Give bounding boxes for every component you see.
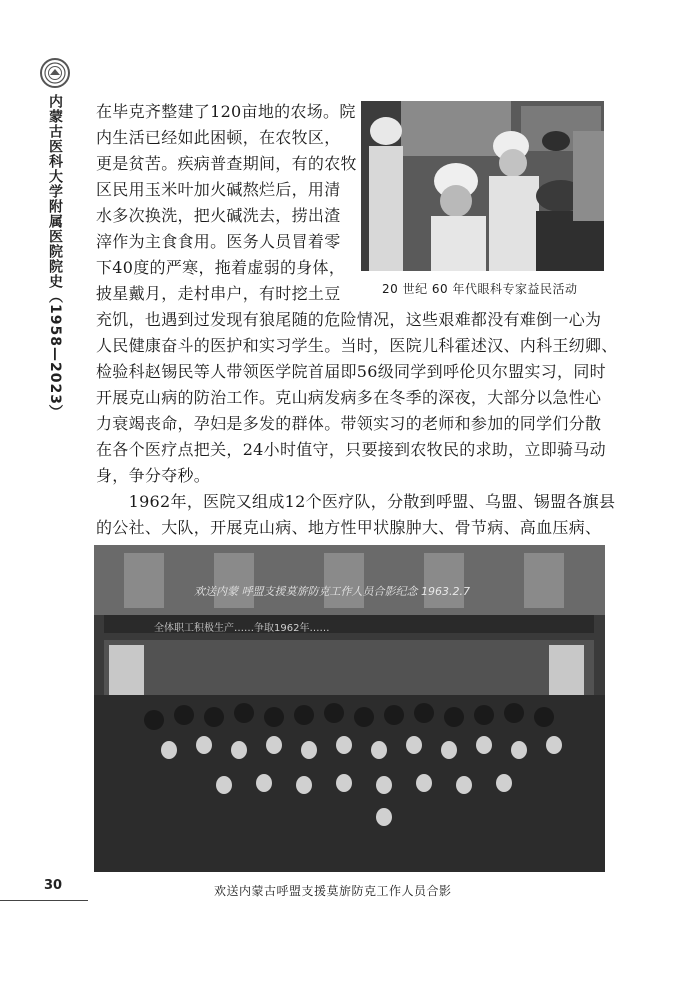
body-line-3: 检验科赵锡民等人带领医学院首届即56级同学到呼伦贝尔盟实习，同时 (96, 362, 606, 381)
photo2-inscription: 欢送内蒙 呼盟支援莫旂防克工作人员合影纪念 1963.2.7 (194, 585, 470, 598)
wrapped-line-1: 在毕克齐整建了120亩地的农场。院 (96, 102, 356, 121)
wrapped-line-7: 下40度的严寒，拖着虚弱的身体， (96, 258, 346, 277)
body-line-2: 人民健康奋斗的医护和实习学生。当时，医院儿科霍述汉、内科王纫卿、 (96, 336, 618, 355)
body-line-9: 的公社、大队，开展克山病、地方性甲状腺肿大、骨节病、高血压病、 (96, 518, 602, 537)
wrapped-line-6: 滓作为主食食用。医务人员冒着零 (96, 232, 341, 251)
page-number: 30 (44, 878, 63, 893)
page-number-rule (0, 900, 88, 901)
wrapped-line-8: 披星戴月，走村串户，有时挖土豆 (96, 284, 341, 303)
wrapped-line-3: 更是贫苦。疾病普查期间，有的农牧 (96, 154, 357, 173)
university-logo-icon (40, 58, 70, 88)
wrapped-line-5: 水多次换洗，把火碱洗去，捞出渣 (96, 206, 341, 225)
body-line-1: 充饥，也遇到过发现有狼尾随的危险情况，这些艰难都没有难倒一心为 (96, 310, 602, 329)
wrapped-line-4: 区民用玉米叶加火碱熬烂后，用清 (96, 180, 341, 199)
body-line-6: 在各个医疗点把关，24小时值守，只要接到农牧民的求助，立即骑马动 (96, 440, 606, 459)
photo2-caption: 欢送内蒙古呼盟支援莫旂防克工作人员合影 (214, 884, 452, 898)
body-line-5: 力衰竭丧命，孕妇是多发的群体。带领实习的老师和参加的同学们分散 (96, 414, 602, 433)
book-title: 内蒙古医科大学附属医院院史（1958—2023） (47, 94, 63, 420)
body-line-8: 1962年，医院又组成12个医疗队，分散到呼盟、乌盟、锡盟各旗县 (96, 492, 616, 511)
group-photo (94, 545, 605, 872)
body-line-7: 身，争分夺秒。 (96, 466, 211, 485)
eye-clinic-photo (361, 101, 604, 271)
photo2-banner: 全体职工积极生产……争取1962年…… (154, 623, 330, 634)
body-line-4: 开展克山病的防治工作。克山病发病多在冬季的深夜，大部分以急性心 (96, 388, 602, 407)
wrapped-line-2: 内生活已经如此困顿，在农牧区， (96, 128, 341, 147)
photo1-caption: 20 世纪 60 年代眼科专家益民活动 (382, 282, 578, 296)
sidebar (40, 58, 70, 420)
